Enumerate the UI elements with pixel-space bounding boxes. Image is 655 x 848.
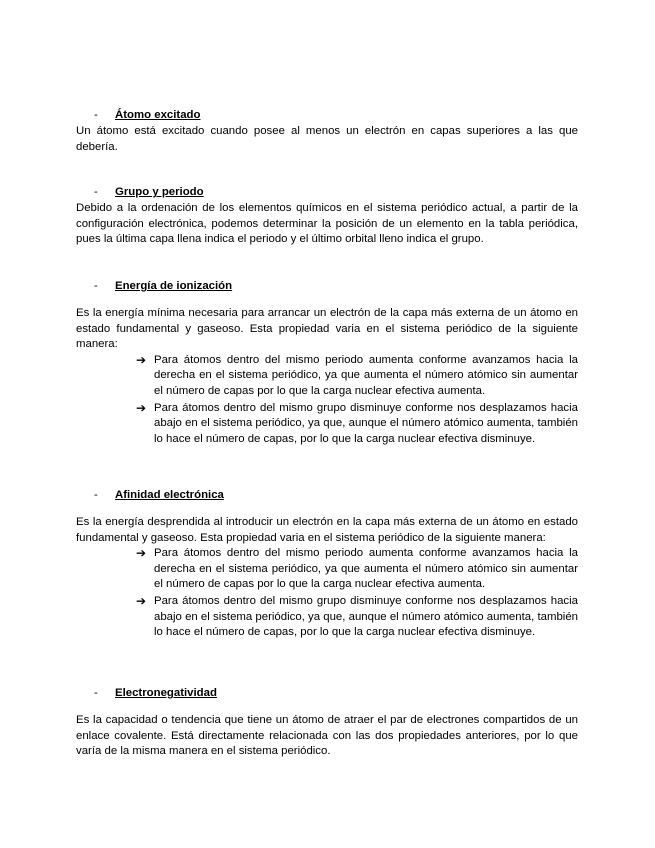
list-item bbox=[136, 400, 578, 448]
list-item-text: Para átomos dentro del mismo grupo disminuye conforme nos desplazamos hacia abajo en el sistema periódico, ya que, aunque el número atómico aumenta, también lo hace el número de capas, por lo que la carga nuclear efectiva disminuye. bbox=[154, 401, 578, 445]
dash-bullet: - bbox=[94, 280, 98, 292]
list-item-text: Para átomos dentro del mismo grupo disminuye conforme nos desplazamos hacia abajo en el sistema periódico, ya que, aunque el número atómico aumenta, también lo hace el número de capas, por lo que la carga nuclear efectiva disminuye. bbox=[154, 594, 578, 639]
section-title: Electronegatividad bbox=[115, 687, 217, 699]
section-paragraph: Un átomo está excitado cuando posee al menos un electrón en capas superiores a las que debería. bbox=[76, 125, 578, 153]
section-afinidad-electronica bbox=[76, 488, 578, 642]
section-heading bbox=[76, 686, 578, 702]
section-paragraph: Es la energía desprendida al introducir un electrón en la capa más externa de un átomo en estado fundamental y gaseoso. Esta propiedad varia en el sistema periódico de la siguiente manera: bbox=[76, 516, 578, 544]
dash-bullet: - bbox=[94, 186, 98, 198]
section-title: Afinidad electrónica bbox=[115, 489, 224, 501]
arrow-list bbox=[76, 353, 578, 448]
list-item bbox=[136, 546, 578, 593]
section-title: Energía de ionización bbox=[115, 280, 233, 292]
arrow-right-icon: ➔ bbox=[136, 546, 147, 561]
list-item bbox=[136, 352, 578, 400]
section-title: Átomo excitado bbox=[115, 109, 201, 121]
list-item-text: Para átomos dentro del mismo periodo aumenta conforme avanzamos hacia la derecha en el sistema periódico, ya que aumenta el número atómico sin aumentar el número de capas por lo que la carga nuclear efectiva aumenta. bbox=[154, 353, 578, 397]
section-heading bbox=[76, 108, 578, 124]
section-heading bbox=[76, 279, 578, 295]
section-heading bbox=[76, 185, 578, 201]
section-paragraph: Es la energía mínima necesaria para arrancar un electrón de la capa más externa de un átomo en estado fundamental y gaseoso. Esta propiedad varia en el sistema periódico de la siguiente manera: bbox=[76, 307, 578, 351]
section-energia-ionizacion bbox=[76, 279, 578, 448]
section-grupo-y-periodo bbox=[76, 185, 578, 248]
dash-bullet: - bbox=[94, 687, 98, 699]
section-heading bbox=[76, 488, 578, 504]
arrow-right-icon: ➔ bbox=[136, 593, 147, 608]
list-item-text: Para átomos dentro del mismo periodo aumenta conforme avanzamos hacia la derecha en el sistema periódico, ya que aumenta el número atómico sin aumentar el número de capas por lo que la carga nuclear efectiva aumenta. bbox=[154, 547, 578, 591]
arrow-right-icon: ➔ bbox=[136, 400, 147, 415]
dash-bullet: - bbox=[94, 109, 98, 121]
arrow-right-icon: ➔ bbox=[136, 352, 147, 367]
list-item bbox=[136, 593, 578, 641]
section-atomo-excitado bbox=[76, 108, 578, 155]
section-paragraph: Debido a la ordenación de los elementos químicos en el sistema periódico actual, a partir de la configuración electrónica, podemos determinar la posición de un elemento en la tabla periódica, pues la última capa llena indica el periodo y el último orbital lleno indica el grupo. bbox=[76, 202, 578, 246]
section-electronegatividad bbox=[76, 686, 578, 760]
section-title: Grupo y periodo bbox=[115, 186, 204, 198]
section-paragraph: Es la capacidad o tendencia que tiene un átomo de atraer el par de electrones compartidos de un enlace covalente. Está directamente relacionada con las dos propiedades anteriores, por lo que varía de la misma manera en el sistema periódico. bbox=[76, 714, 578, 758]
dash-bullet: - bbox=[94, 489, 98, 501]
arrow-list bbox=[76, 546, 578, 641]
